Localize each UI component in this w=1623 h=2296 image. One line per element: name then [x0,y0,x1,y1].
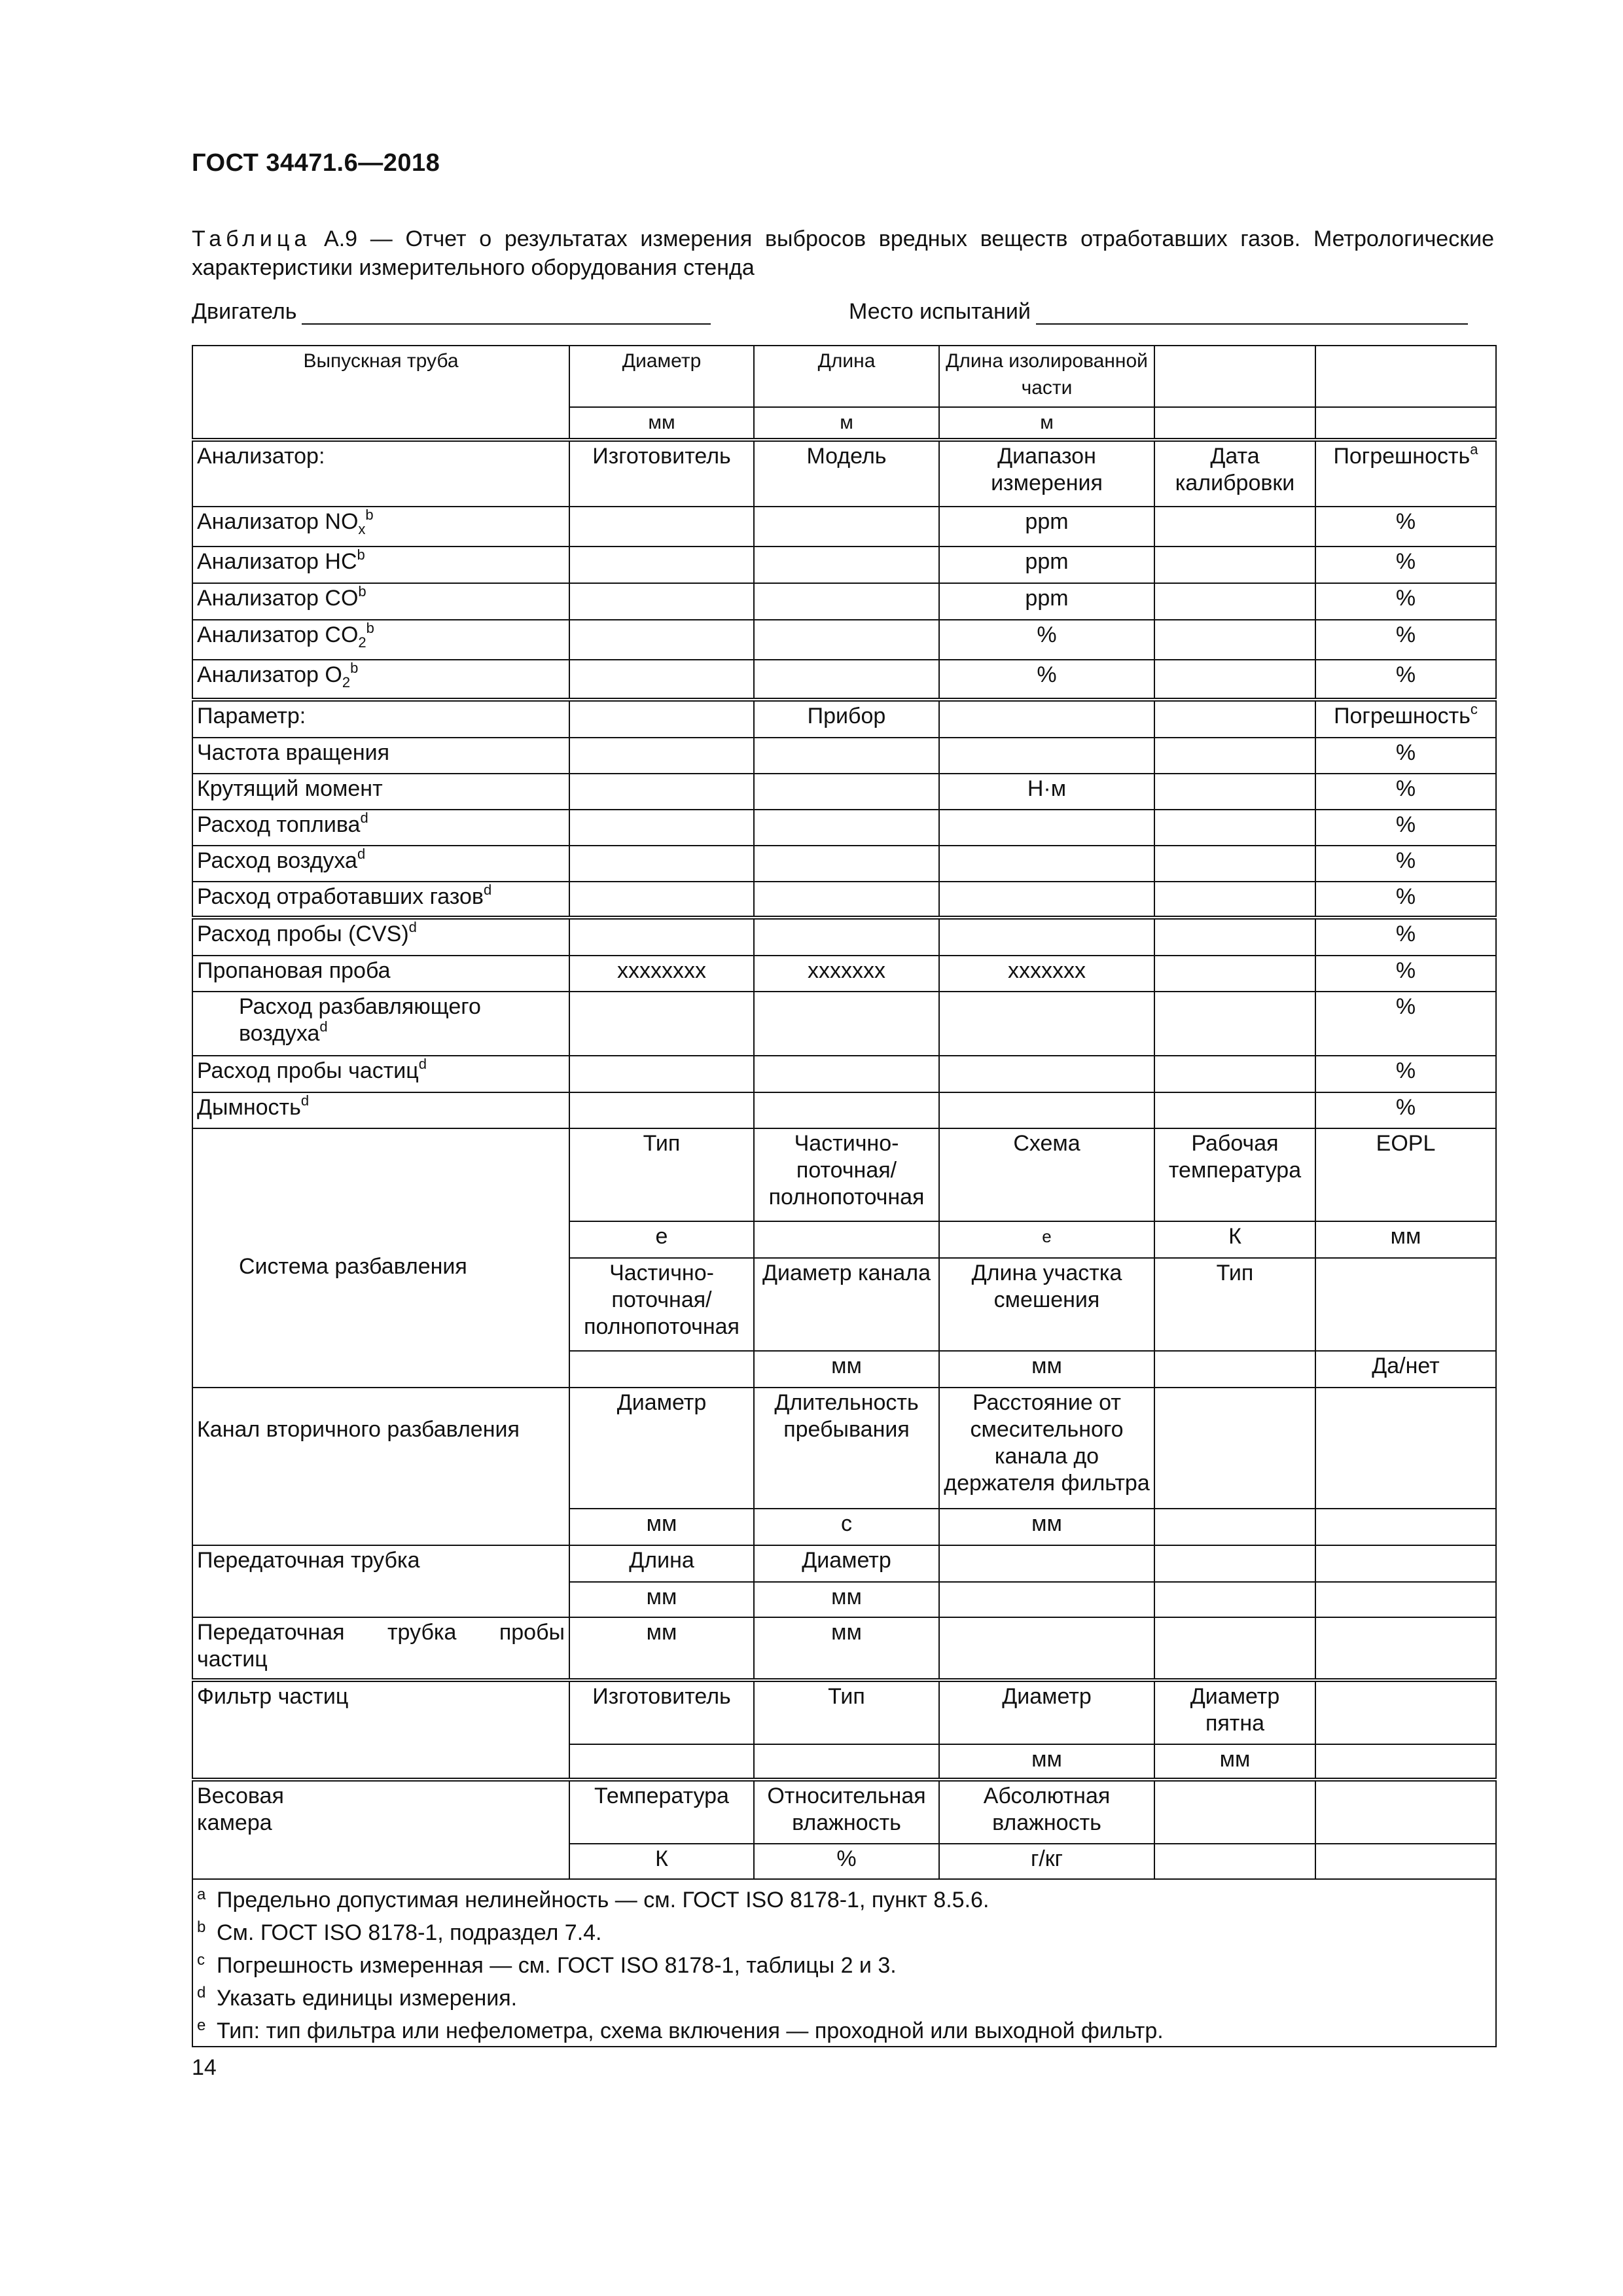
error-unit: % [1315,738,1496,774]
footnote-mark: d [357,846,366,862]
cvs-row [192,918,1496,956]
cell[interactable] [1154,738,1315,774]
cell[interactable] [939,810,1154,846]
particles-label [192,1056,569,1092]
footnote-text: Погрешность измеренная — см. ГОСТ ISO 8178-1, таблицы 2 и 3. [217,1953,897,1978]
cell[interactable] [569,660,754,700]
unit: с [754,1509,939,1545]
meter-h-eopl: EOPL [1315,1128,1496,1221]
cell[interactable] [754,1092,939,1128]
error-unit: % [1315,547,1496,583]
smoke-row [192,1092,1496,1128]
secondary-h-diameter: Диаметр [569,1388,754,1509]
filter-h-type: Тип [754,1680,939,1744]
analyzer-h-error [1315,440,1496,507]
analyzer-co-label [192,583,569,620]
unit: мм [1154,1744,1315,1780]
analyzer-hc-row [192,547,1496,583]
cell[interactable] [1154,1582,1315,1617]
footnotes [192,1879,1496,2047]
dilution-air-row [192,992,1496,1056]
cell[interactable] [1154,346,1315,407]
cell[interactable] [1154,918,1315,956]
caption-text: А.9 — Отчет о результатах измерения выбросов вредных веществ отработавших газов. Метрологические характеристики измерительного оборудования стенда [192,226,1494,280]
pipe-h-length: Длина [754,346,939,407]
pipe-header-row [192,346,1496,407]
cell[interactable] [1154,547,1315,583]
cell[interactable] [569,547,754,583]
cvs-label [192,918,569,956]
cell[interactable] [754,507,939,547]
analyzer-co2-row [192,620,1496,660]
transfer-particles-text: Передаточная трубка пробы частиц [197,1620,565,1672]
cell[interactable] [569,992,754,1056]
label-wrap [197,994,565,1047]
cell[interactable] [1154,700,1315,738]
meter-h-flow: Частично-поточная/ полнопоточная [754,1128,939,1221]
error-text: Погрешность [1334,704,1471,728]
secondary-label-text: Канал вторичного разбавления [197,1417,520,1442]
secondary-label [192,1388,569,1545]
filter-h-spot: Диаметр пятна [1154,1680,1315,1744]
filter-h-diameter: Диаметр [939,1680,1154,1744]
unit: мм [939,1744,1154,1780]
footnote-mark: d [360,810,368,826]
weighing-h-abs: Абсолютная влажность [939,1780,1154,1844]
footnote-mark: d [197,1984,206,2001]
subscript: 2 [358,634,366,651]
filter-h-maker: Изготовитель [569,1680,754,1744]
param-label: Параметр: [192,700,569,738]
param-torque-row [192,774,1496,810]
cell[interactable] [1315,1744,1496,1780]
dilution-h-flow: Частично-поточная/ полнопоточная [569,1258,754,1351]
label-text: Дымность [197,1095,301,1120]
label-text: Расход отработавших газов [197,884,484,909]
cell[interactable] [1315,1582,1496,1617]
unit: мм [939,1509,1154,1545]
cell[interactable] [1154,1092,1315,1128]
param-exhaust-label [192,882,569,918]
footnote-mark: b [350,660,359,676]
transfer-h-diameter: Диаметр [754,1545,939,1582]
analyzer-h-range: Диапазон измерения [939,440,1154,507]
range-unit: ppm [939,547,1154,583]
label-text: Анализатор HC [197,549,357,574]
error-text: Погрешность [1333,444,1471,469]
cell[interactable] [939,882,1154,918]
analyzer-h-calibration: Дата калибровки [1154,440,1315,507]
cell[interactable] [1315,1388,1496,1509]
param-air-label [192,846,569,882]
param-header-row [192,700,1496,738]
dilution-h-mixing: Длина участка смешения [939,1258,1154,1351]
cell[interactable] [939,918,1154,956]
cell[interactable] [1154,583,1315,620]
cell[interactable] [754,918,939,956]
meter-h-temperature: Рабочая температура [1154,1128,1315,1221]
error-unit: % [1315,992,1496,1056]
header-fields [192,296,1494,329]
cell[interactable] [569,1351,754,1388]
page-header: ГОСТ 34471.6—2018 [192,149,440,177]
footnote-mark: e [197,2017,206,2034]
footnote-mark: a [197,1886,206,1903]
cell[interactable] [939,1545,1154,1582]
footnote [197,1881,1491,1914]
engine-field [192,296,711,325]
unit: мм [754,1351,939,1388]
cell[interactable] [569,700,754,738]
analyzer-label: Анализатор: [192,440,569,507]
transfer-h-length: Длина [569,1545,754,1582]
footnotes-row [192,1879,1496,2047]
weighing-header-row [192,1780,1496,1844]
param-exhaust-row [192,882,1496,918]
range-unit: % [939,620,1154,660]
transfer-particles-label [192,1617,569,1680]
analyzer-nox-label [192,507,569,547]
cell[interactable] [939,846,1154,882]
error-unit: % [1315,1092,1496,1128]
cell[interactable] [754,992,939,1056]
label-text: Анализатор CO [197,622,359,647]
smoke-meter-header-row [192,1128,1496,1221]
footnote-mark: d [319,1018,328,1035]
unit: мм [1315,1221,1496,1258]
error-unit: % [1315,507,1496,547]
cell[interactable] [1315,1680,1496,1744]
analyzer-header-row [192,440,1496,507]
cell[interactable] [754,620,939,660]
param-h-instrument: Прибор [754,700,939,738]
footnote-mark: d [408,919,417,935]
dilution-label: Система разбавления [239,1254,467,1279]
cell[interactable] [1154,846,1315,882]
footnote-mark: c [197,1951,205,1969]
label-text: Анализатор O [197,662,342,687]
cell[interactable] [1315,407,1496,440]
cell[interactable] [569,620,754,660]
dilution-air-label [192,992,569,1056]
cell[interactable] [1154,1351,1315,1388]
dilution-block-label [192,1128,569,1388]
label-text: Расход разбавляющего воздуха [239,994,481,1046]
footnote [197,1914,1491,1946]
analyzer-co-row [192,583,1496,620]
param-fuel-label [192,810,569,846]
unit: мм [754,1582,939,1617]
cell[interactable] [939,1582,1154,1617]
propane-row [192,956,1496,992]
cell[interactable] [569,810,754,846]
cell[interactable] [754,846,939,882]
unit: мм [569,1617,754,1680]
footnote-mark: b [358,583,366,600]
unit: м [939,407,1154,440]
range-unit: ppm [939,583,1154,620]
footnote-mark: c [1470,701,1478,717]
error-unit: % [1315,846,1496,882]
cell[interactable] [1315,1509,1496,1545]
label-text: Анализатор NO [197,509,359,534]
transfer-particles-row [192,1617,1496,1680]
cell[interactable] [569,882,754,918]
error-unit: % [1315,620,1496,660]
analyzer-hc-label [192,547,569,583]
cell[interactable] [569,583,754,620]
cell[interactable] [754,774,939,810]
cell[interactable] [754,1221,939,1258]
footnote-text: Тип: тип фильтра или нефелометра, схема включения — проходной или выходной фильтр. [217,2018,1164,2043]
unit: мм [569,1582,754,1617]
cell[interactable] [939,738,1154,774]
engine-input-line[interactable] [302,296,711,325]
cell[interactable] [1154,1844,1315,1879]
cell[interactable] [1154,507,1315,547]
smoke-label [192,1092,569,1128]
footnote-mark: b [357,547,365,563]
footnote-mark: b [197,1918,206,1936]
cell[interactable] [1315,1258,1496,1351]
cell[interactable] [754,1056,939,1092]
secondary-h-residence: Длительность пребывания [754,1388,939,1509]
filter-header-row [192,1680,1496,1744]
unit: мм [569,1509,754,1545]
cell[interactable] [754,882,939,918]
unit: г/кг [939,1844,1154,1879]
label-text: Расход воздуха [197,848,357,873]
param-torque-label: Крутящий момент [192,774,569,810]
cell[interactable] [1154,660,1315,700]
label-text: Расход пробы частиц [197,1058,419,1083]
unit: e [939,1221,1154,1258]
footnote-mark: a [1470,441,1478,457]
label-text: Анализатор CO [197,586,359,611]
param-fuel-row [192,810,1496,846]
cell[interactable] [1154,1780,1315,1844]
unit: К [1154,1221,1315,1258]
cell[interactable] [569,507,754,547]
cell[interactable] [754,547,939,583]
cell[interactable] [569,918,754,956]
cell[interactable] [1154,1617,1315,1680]
cell[interactable] [569,1056,754,1092]
param-air-row [192,846,1496,882]
footnote-text: Указать единицы измерения. [217,1986,518,2011]
cell[interactable] [1154,1509,1315,1545]
place-field [849,296,1468,325]
error-unit: % [1315,882,1496,918]
unit: мм [754,1617,939,1680]
weighing-label-text: Весовая камера [197,1784,284,1835]
footnote-text: Предельно допустимая нелинейность — см. ГОСТ ISO 8178-1, пункт 8.5.6. [217,1888,990,1912]
analyzer-co2-label [192,620,569,660]
analyzer-o2-label [192,660,569,700]
propane-x3: ххххххх [939,956,1154,992]
footnote-text: См. ГОСТ ISO 8178-1, подраздел 7.4. [217,1920,602,1945]
cell[interactable] [569,846,754,882]
propane-x1: хххххххх [569,956,754,992]
footnote-mark: d [418,1056,427,1072]
footnote-mark: b [366,620,374,636]
cell[interactable] [1154,1056,1315,1092]
analyzer-nox-row [192,507,1496,547]
propane-x2: ххххххх [754,956,939,992]
unit: К [569,1844,754,1879]
footnote-mark: d [483,882,492,898]
cell[interactable] [939,1617,1154,1680]
error-unit: % [1315,810,1496,846]
unit: мм [569,407,754,440]
dilution-h-type: Тип [1154,1258,1315,1351]
footnote [197,1946,1491,1979]
engine-label: Двигатель [192,299,297,324]
error-unit: % [1315,1056,1496,1092]
particles-row [192,1056,1496,1092]
cell[interactable] [1154,882,1315,918]
param-speed-row [192,738,1496,774]
torque-unit: Н·м [939,774,1154,810]
unit: Да/нет [1315,1351,1496,1388]
error-unit: % [1315,660,1496,700]
cell[interactable] [1154,992,1315,1056]
footnote-mark: b [365,507,374,523]
cell[interactable] [939,1092,1154,1128]
analyzer-o2-row [192,660,1496,700]
cell[interactable] [1154,810,1315,846]
analyzer-h-maker: Изготовитель [569,440,754,507]
cell[interactable] [1154,1388,1315,1509]
spacer [197,1130,565,1253]
cell[interactable] [754,1744,939,1780]
cell[interactable] [1315,346,1496,407]
cell[interactable] [939,1056,1154,1092]
filter-label: Фильтр частиц [192,1680,569,1780]
weighing-label [192,1780,569,1879]
cell[interactable] [1315,1844,1496,1879]
cell[interactable] [1315,1617,1496,1680]
meter-h-scheme: Схема [939,1128,1154,1221]
cell[interactable] [1315,1545,1496,1582]
report-table [192,345,1497,2047]
param-h-error [1315,700,1496,738]
cell[interactable] [754,583,939,620]
secondary-header-row [192,1388,1496,1509]
cell[interactable] [1154,1545,1315,1582]
error-unit: % [1315,583,1496,620]
analyzer-h-model: Модель [754,440,939,507]
secondary-h-distance: Расстояние от смесительного канала до держателя фильтра [939,1388,1154,1509]
cell[interactable] [754,660,939,700]
table-caption [192,224,1494,282]
range-unit: % [939,660,1154,700]
meter-h-type: Тип [569,1128,754,1221]
label-text: Расход топлива [197,812,361,837]
subscript: 2 [342,674,351,691]
unit: % [754,1844,939,1879]
pipe-label: Выпускная труба [192,346,569,440]
footnote [197,2012,1491,2045]
subscript: x [358,521,366,537]
label-text: Расход пробы (CVS) [197,922,409,946]
pipe-h-insulated: Длина изолированной части [939,346,1154,407]
cell[interactable] [1154,956,1315,992]
cell[interactable] [1154,774,1315,810]
error-unit: % [1315,774,1496,810]
transfer-header-row [192,1545,1496,1582]
unit: e [569,1221,754,1258]
error-unit: % [1315,956,1496,992]
range-unit: ppm [939,507,1154,547]
cell[interactable] [569,1744,754,1780]
caption-label: Таблица [192,226,312,251]
cell[interactable] [569,774,754,810]
transfer-label: Передаточная трубка [192,1545,569,1617]
page-number: 14 [192,2055,217,2080]
propane-label: Пропановая проба [192,956,569,992]
dilution-h-diameter: Диаметр канала [754,1258,939,1351]
cell[interactable] [1154,407,1315,440]
param-speed-label: Частота вращения [192,738,569,774]
unit: м [754,407,939,440]
cell[interactable] [754,738,939,774]
weighing-h-rel: Относительная влажность [754,1780,939,1844]
footnote-mark: d [300,1092,310,1109]
cell[interactable] [939,992,1154,1056]
cell[interactable] [569,1092,754,1128]
cell[interactable] [939,700,1154,738]
footnote [197,1979,1491,2012]
weighing-h-temp: Температура [569,1780,754,1844]
cell[interactable] [1315,1780,1496,1844]
place-label: Место испытаний [849,299,1031,324]
unit: мм [939,1351,1154,1388]
cell[interactable] [1154,620,1315,660]
place-input-line[interactable] [1036,296,1468,325]
pipe-h-diameter: Диаметр [569,346,754,407]
cell[interactable] [754,810,939,846]
error-unit: % [1315,918,1496,956]
cell[interactable] [569,738,754,774]
